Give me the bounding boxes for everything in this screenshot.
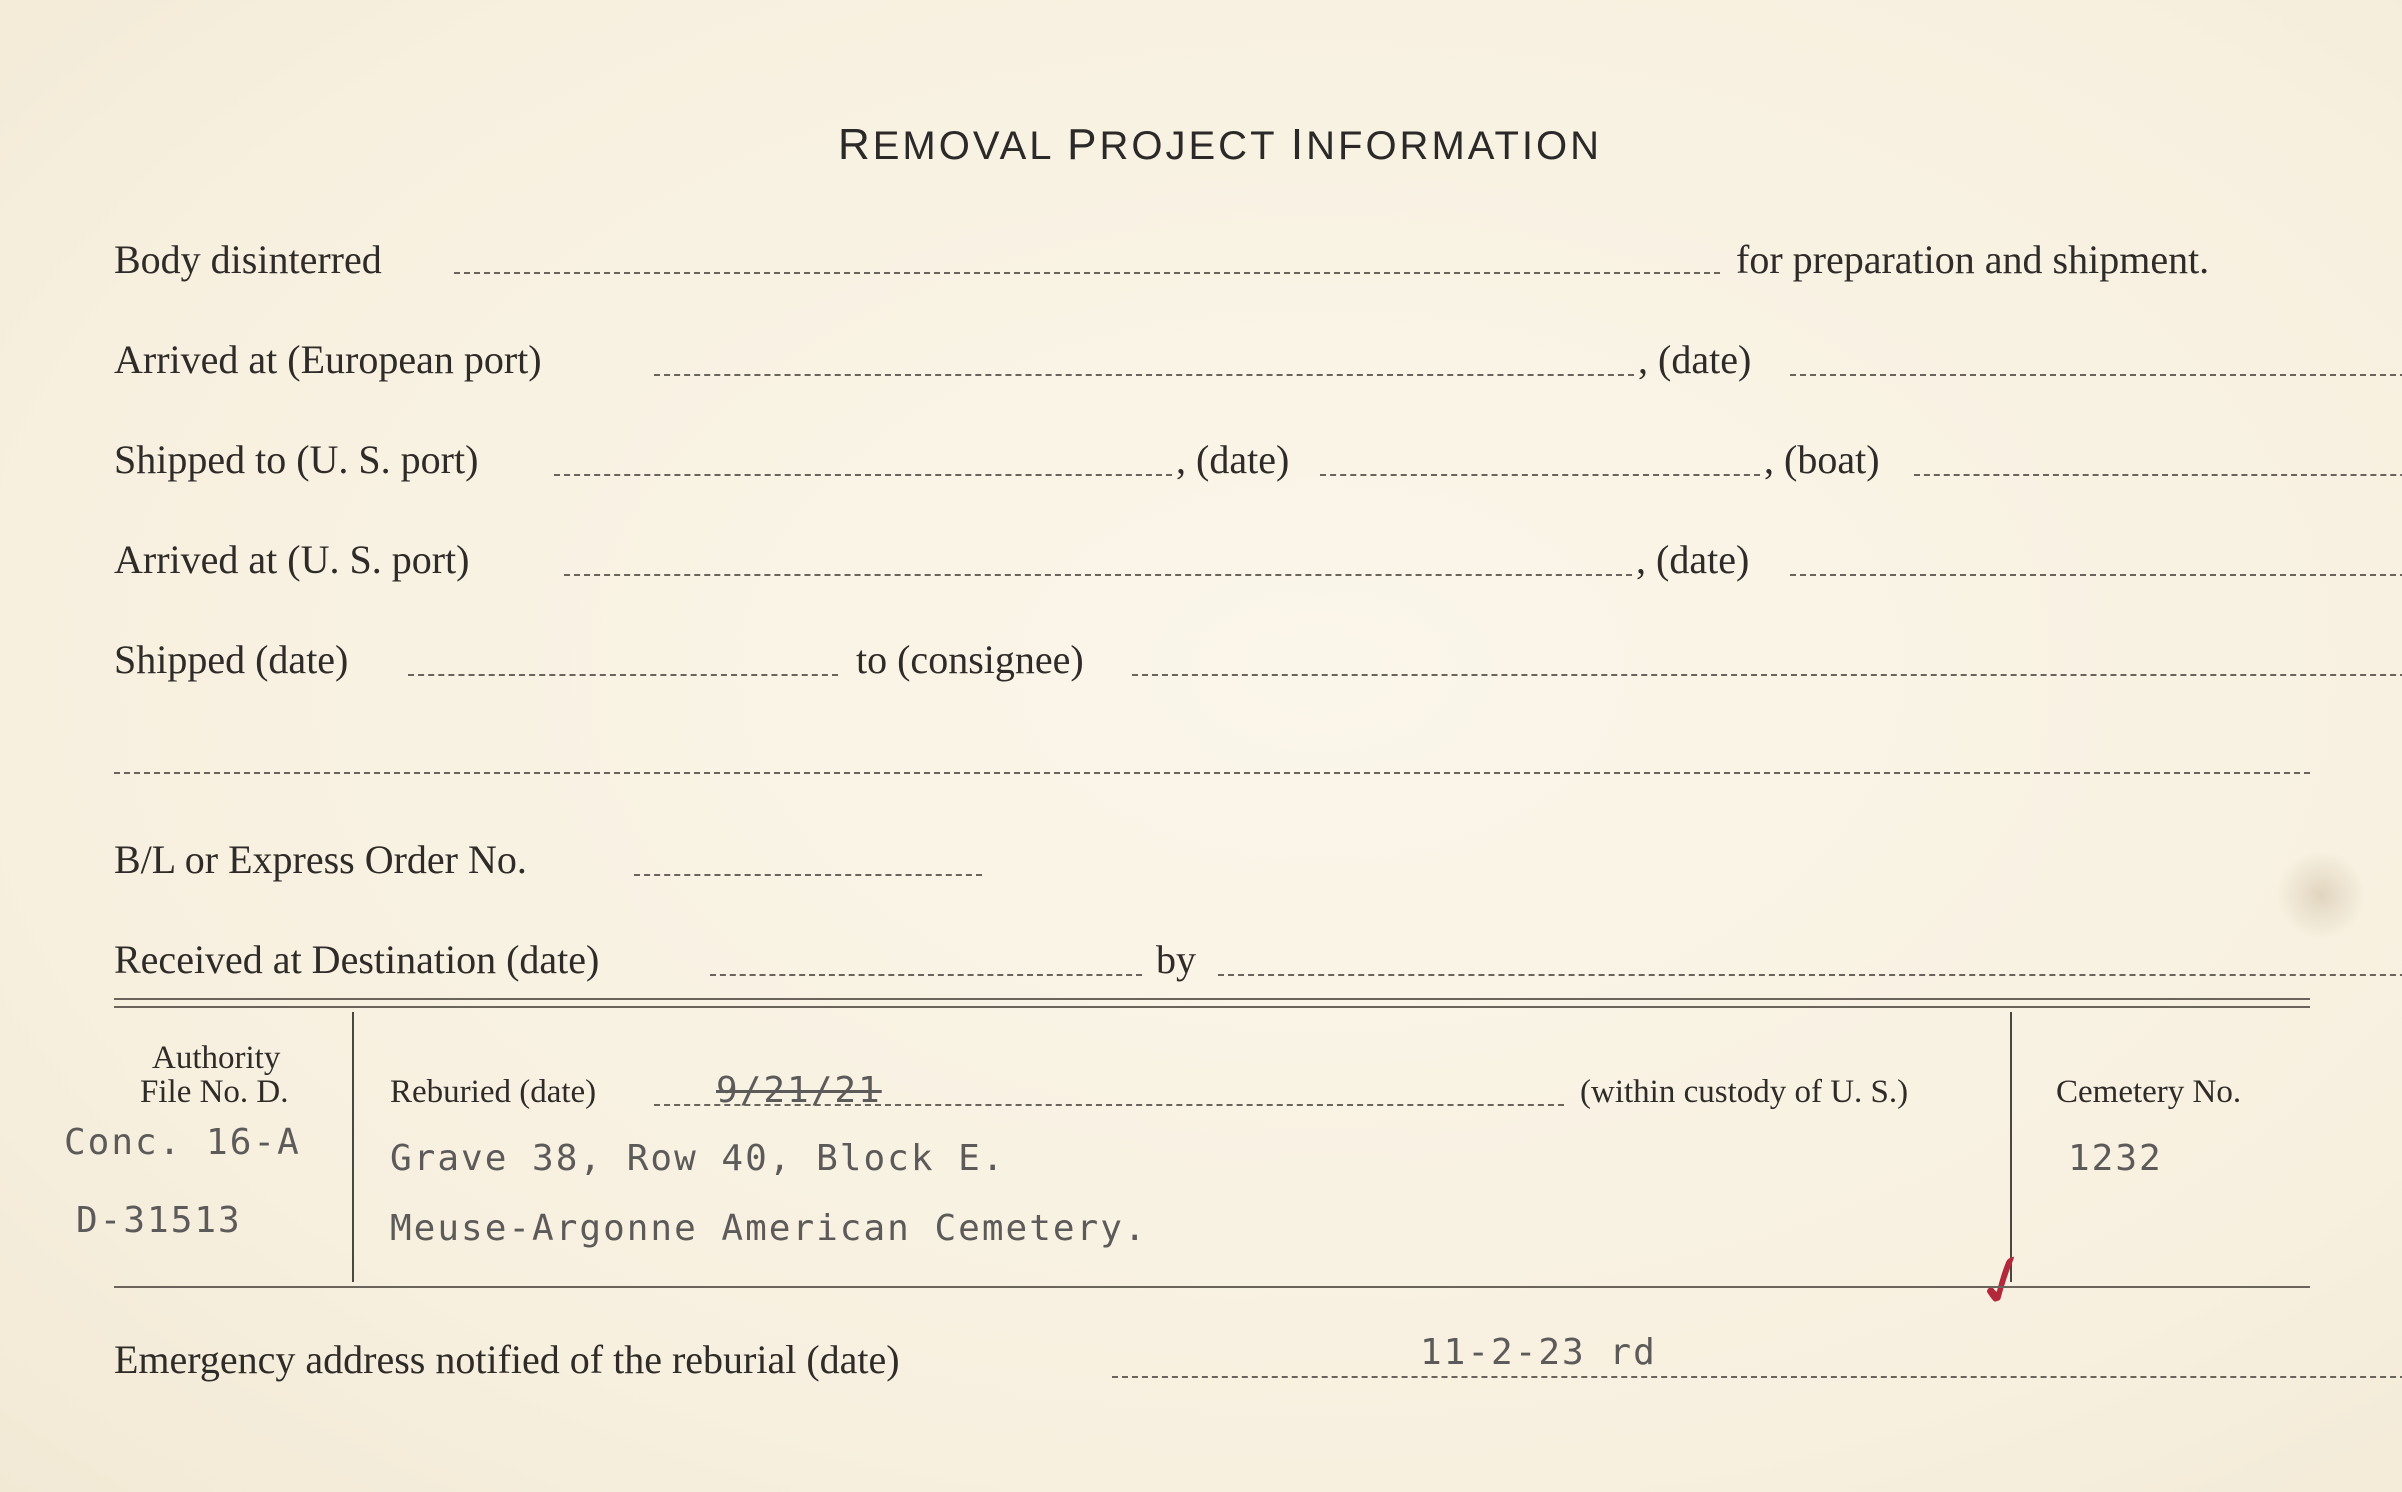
consignee-field[interactable] — [1132, 674, 2402, 676]
cemetery-no-label: Cemetery No. — [2056, 1074, 2242, 1110]
emergency-date-value: 11-2-23 rd — [1420, 1332, 1657, 1373]
bl-order-field[interactable] — [634, 874, 982, 876]
authority-file-value-1: Conc. 16-A — [64, 1122, 301, 1163]
arrived-european-label: Arrived at (European port) — [114, 337, 542, 382]
consignee-continuation-field[interactable] — [114, 772, 2310, 774]
received-by-label: by — [1156, 937, 1196, 982]
authority-divider — [352, 1012, 354, 1282]
title-word-information: NFORMATION — [1306, 124, 1603, 168]
arrived-european-port-field[interactable] — [654, 374, 1634, 376]
check-mark-icon: ✓ — [1962, 1232, 2044, 1330]
body-disinterred-field[interactable] — [454, 272, 1720, 274]
authority-heading-line2: File No. D. — [140, 1074, 289, 1110]
title-initial-r: R — [837, 120, 873, 169]
emergency-label: Emergency address notified of the reburial (date) — [114, 1337, 900, 1382]
shipped-date-field[interactable] — [408, 674, 838, 676]
cemetery-name: Meuse-Argonne American Cemetery. — [390, 1208, 1148, 1249]
received-by-field[interactable] — [1218, 974, 2402, 976]
shipped-us-port-field[interactable] — [554, 474, 1172, 476]
row-shipped-us — [114, 436, 2312, 496]
shipped-us-boat-label: , (boat) — [1764, 437, 1880, 482]
card-title — [0, 120, 2402, 170]
title-initial-p: P — [1067, 120, 1100, 169]
body-disinterred-label: Body disinterred — [114, 237, 382, 282]
row-arrived-us — [114, 536, 2312, 596]
arrived-us-label: Arrived at (U. S. port) — [114, 537, 470, 582]
consignee-label: to (consignee) — [856, 637, 1084, 682]
custody-label: (within custody of U. S.) — [1580, 1074, 1909, 1110]
row-body-disinterred — [114, 236, 2312, 296]
arrived-european-date-field[interactable] — [1790, 374, 2402, 376]
shipped-us-date-label: , (date) — [1176, 437, 1290, 482]
cemetery-no-value: 1232 — [2068, 1138, 2163, 1179]
section-rule-top — [114, 998, 2310, 1000]
arrived-european-date-label: , (date) — [1638, 337, 1752, 382]
title-word-project: ROJECT — [1099, 124, 1291, 168]
title-word-removal: EMOVAL — [872, 124, 1068, 168]
section-rule-bottom — [114, 1286, 2310, 1288]
authority-file-value-2: D-31513 — [76, 1200, 242, 1241]
title-initial-i: I — [1290, 120, 1307, 169]
bl-order-label: B/L or Express Order No. — [114, 837, 527, 882]
arrived-us-port-field[interactable] — [564, 574, 1632, 576]
reburied-date-value: 9/21/21 — [716, 1070, 882, 1111]
row-emergency — [114, 1332, 2312, 1396]
shipped-date-label: Shipped (date) — [114, 637, 349, 682]
body-disinterred-suffix: for preparation and shipment. — [1736, 237, 2210, 282]
shipped-us-date-field[interactable] — [1320, 474, 1760, 476]
paper-stain — [2276, 850, 2366, 940]
shipped-us-label: Shipped to (U. S. port) — [114, 437, 479, 482]
reburied-label: Reburied (date) — [390, 1074, 597, 1110]
received-label: Received at Destination (date) — [114, 937, 600, 982]
row-arrived-european — [114, 336, 2312, 396]
arrived-us-date-label: , (date) — [1636, 537, 1750, 582]
shipped-us-boat-field[interactable] — [1914, 474, 2402, 476]
arrived-us-date-field[interactable] — [1790, 574, 2402, 576]
authority-heading-line1: Authority — [152, 1040, 281, 1076]
row-bl-order — [114, 836, 2312, 896]
received-date-field[interactable] — [710, 974, 1142, 976]
grave-location: Grave 38, Row 40, Block E. — [390, 1138, 1006, 1179]
emergency-date-field[interactable] — [1112, 1376, 2402, 1378]
row-received — [114, 936, 2312, 996]
section-rule-top-inner — [114, 1006, 2310, 1008]
row-shipped-date — [114, 636, 2312, 696]
